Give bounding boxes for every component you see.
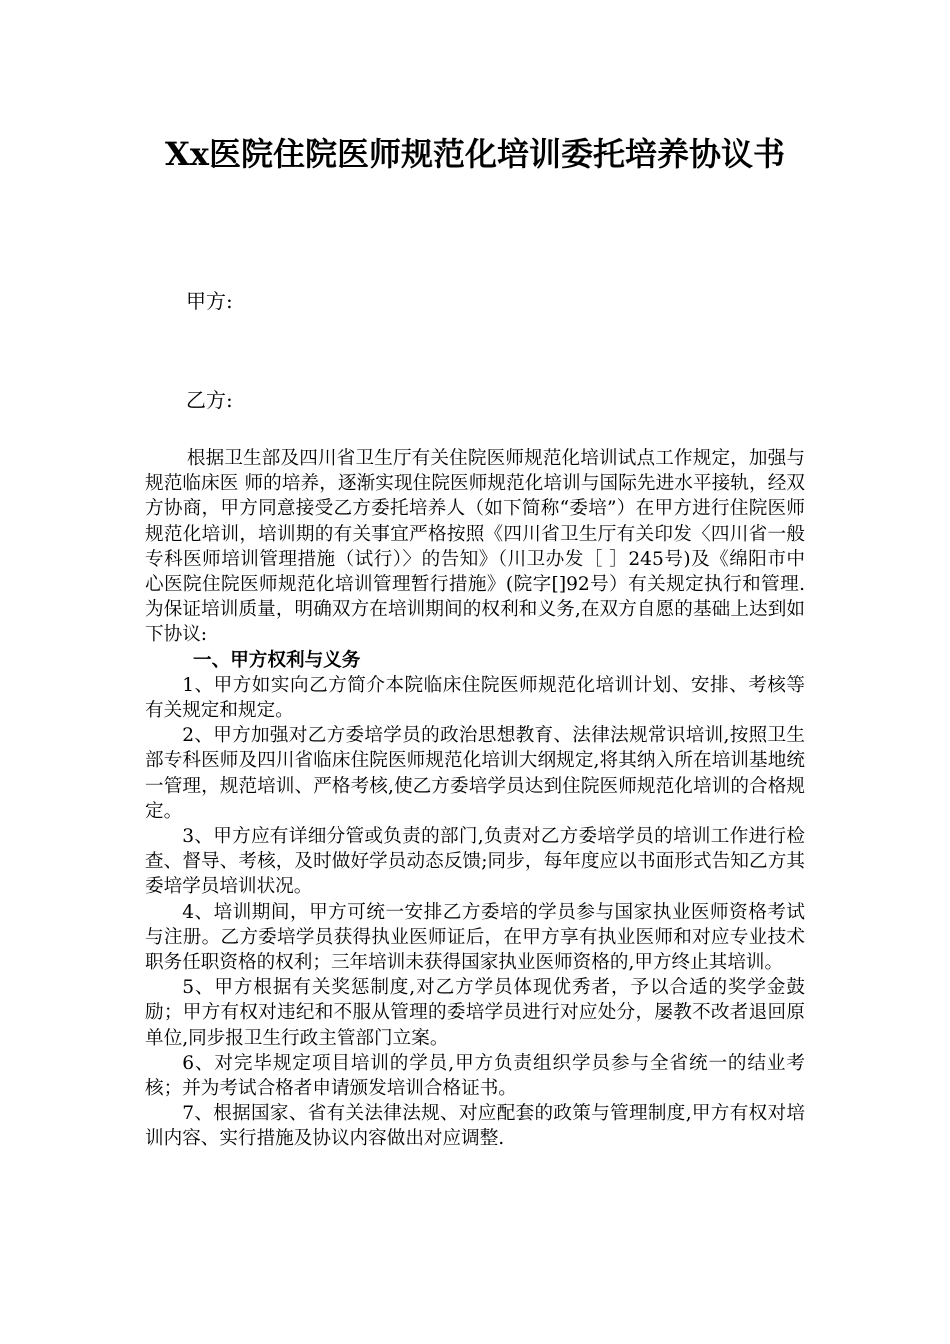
document-title: Xx医院住院医师规范化培训委托培养协议书 <box>165 135 785 173</box>
clause-item: 4、培训期间，甲方可统一安排乙方委培的学员参与国家执业医师资格考试与注册。乙方委培学员获得执业医师证后，在甲方享有执业医师和对应专业技术职务任职资格的权利；三年培训未获得国家执业医师资格的,甲方终止其培训。 <box>145 901 805 974</box>
clause-item: 3、甲方应有详细分管或负责的部门,负责对乙方委培学员的培训工作进行检查、督导、考核，及时做好学员动态反馈;同步，每年度应以书面形式告知乙方其委培学员培训状况。 <box>145 826 805 898</box>
intro-paragraph: 根据卫生部及四川省卫生厅有关住院医师规范化培训试点工作规定，加强与规范临床医 师的培养，逐渐实现住院医师规范化培训与国际先进水平接轨，经双方协商，甲方同意接受乙方委托培养人（如下简称“委培”）在甲方进行住院医师规范化培训，培训期的有关事宜严格按照《四川省卫生厅有关印发〈四川省一般专科医师培训管理措施（试行）〉的告知》（川卫办发［ ］245号)及《绵阳市中心医院住院医师规范化培训管理暂行措施》(院字[]92号）有关规定执行和管理.为保证培训质量，明确双方在培训期间的权利和义务,在双方自愿的基础上达到如下协议: <box>145 448 805 646</box>
clause-item: 2、甲方加强对乙方委培学员的政治思想教育、法律法规常识培训,按照卫生部专科医师及四川省临床住院医师规范化培训大纲规定,将其纳入所在培训基地统一管理，规范培训、严格考核,使乙方委培学员达到住院医师规范化培训的合格规定。 <box>145 725 805 822</box>
clause-item: 1、甲方如实向乙方简介本院临床住院医师规范化培训计划、安排、考核等有关规定和规定。 <box>145 674 805 722</box>
clause-item: 5、甲方根据有关奖惩制度,对乙方学员体现优秀者，予以合适的奖学金鼓励；甲方有权对违纪和不服从管理的委培学员进行对应处分，屡教不改者退回原单位,同步报卫生行政主管部门立案。 <box>145 977 805 1049</box>
section-heading-party-a-rights: 一、甲方权利与义务 <box>193 649 361 671</box>
party-a-label: 甲方: <box>186 289 233 313</box>
party-b-label: 乙方: <box>186 388 233 412</box>
clause-item: 6、对完毕规定项目培训的学员,甲方负责组织学员参与全省统一的结业考核；并为考试合格者申请颁发培训合格证书。 <box>145 1052 805 1100</box>
agreement-body <box>145 446 805 1152</box>
clause-item: 7、根据国家、省有关法律法规、对应配套的政策与管理制度,甲方有权对培训内容、实行措施及协议内容做出对应调整. <box>145 1103 805 1150</box>
